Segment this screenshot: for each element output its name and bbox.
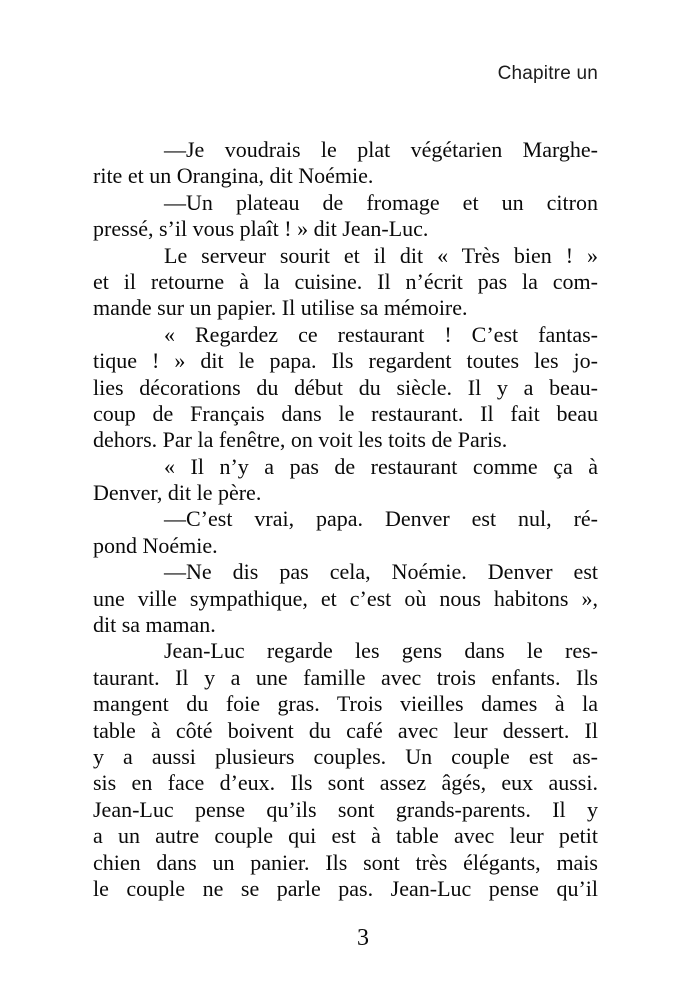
text-line: coup de Français dans le restaurant. Il fait beau [93, 400, 598, 426]
text-line: a un autre couple qui est à table avec leur petit [93, 823, 598, 849]
text-line: Le serveur sourit et il dit « Très bien ! » [164, 242, 598, 268]
text-line: une ville sympathique, et c’est où nous habitons », [93, 585, 598, 611]
text-line: sis en face d’eux. Ils sont assez âgés, eux aussi. [93, 770, 598, 796]
text-line: dehors. Par la fenêtre, on voit les toits de Paris. [93, 427, 508, 453]
text-line: y a aussi plusieurs couples. Un couple est as- [93, 743, 598, 769]
page-number: 3 [357, 925, 369, 951]
chapter-header: Chapitre un [497, 63, 598, 84]
text-line: —Je voudrais le plat végétarien Marghe- [164, 137, 598, 162]
text-line: « Regardez ce restaurant ! C’est fantas- [164, 321, 598, 347]
text-line: chien dans un panier. Ils sont très élégants, mais [93, 849, 598, 875]
text-line: pressé, s’il vous plaît ! » dit Jean-Luc. [93, 216, 429, 242]
text-line: —C’est vrai, papa. Denver est nul, ré- [164, 506, 598, 532]
text-line: table à côté boivent du café avec leur dessert. Il [93, 717, 598, 743]
text-line: mande sur un papier. Il utilise sa mémoire. [93, 295, 468, 321]
text-line: dit sa maman. [93, 612, 216, 638]
text-line: taurant. Il y a une famille avec trois enfants. Ils [93, 664, 598, 690]
text-line: Jean-Luc regarde les gens dans le res- [164, 638, 598, 664]
text-line: le couple ne se parle pas. Jean-Luc pense qu’il [93, 875, 598, 901]
text-line: pond Noémie. [93, 532, 218, 558]
text-line: mangent du foie gras. Trois vieilles dames à la [93, 691, 598, 717]
text-line: Jean-Luc pense qu’ils sont grands-parents. Il y [93, 796, 598, 822]
text-line: —Un plateau de fromage et un citron [164, 189, 598, 215]
text-line: et il retourne à la cuisine. Il n’écrit pas la com- [93, 268, 598, 294]
text-line: tique ! » dit le papa. Ils regardent toutes les jo- [93, 348, 598, 374]
text-line: Denver, dit le père. [93, 480, 262, 506]
text-line: rite et un Orangina, dit Noémie. [93, 163, 374, 189]
text-block [93, 137, 598, 902]
text-line: —Ne dis pas cela, Noémie. Denver est [164, 559, 598, 585]
text-line: « Il n’y a pas de restaurant comme ça à [164, 453, 598, 479]
text-line: lies décorations du début du siècle. Il y a beau- [93, 374, 598, 400]
